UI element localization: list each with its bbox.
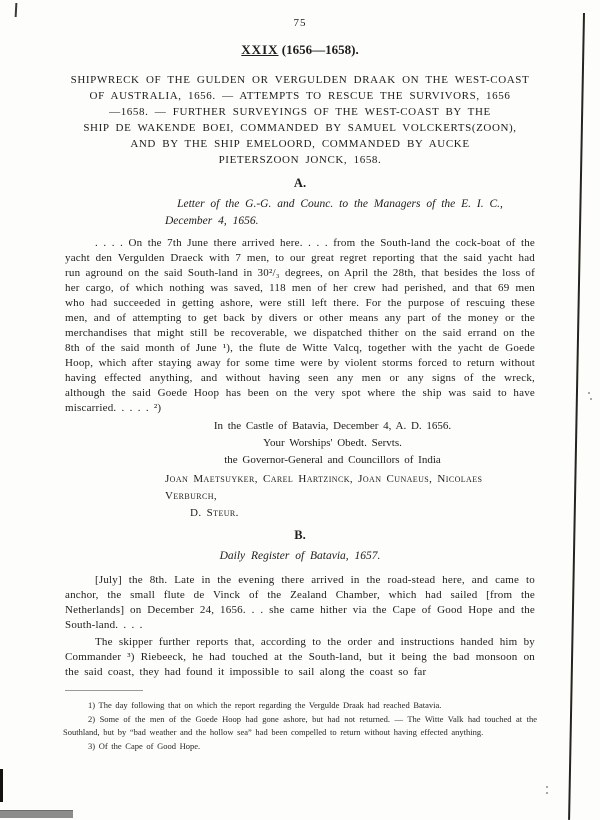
footnote-3: 3) Of the Cape of Good Hope. bbox=[88, 740, 201, 751]
letter-paragraph: . . . . On the 7th June there arrived here. . . . from the South-land the cock-boat of the yacht den Vergulden Draeck with 7 men, to our great regret reporting that the said yacht had run aground on the said South-land in 30²/₃ degrees, on April the 28th, that besides the loss of her cargo, of which nothing was saved, 118 men of her crew had perished, and that 69 men who had succeeded in getting ashore, were still left there. For the purpose of rescuing these men, and of attempting to get back by divers or other means any part of the money or the merchandises that might still be recoverable, we dispatched thither on the said errand on the 8th of the said month of June ¹), the flute de Witte Valcq, together with the yacht de Goede Hoop, which after staying away for some time were by violent storms forced to return without having effected anything, and without having seen any men or any signs of the wreck, although the said Goede Hoop has been on the very spot where the ship was said to have miscarried. . . . . ²) bbox=[65, 237, 535, 414]
letter-closing-place: In the Castle of Batavia, December 4, A. D. 1656. bbox=[213, 420, 452, 432]
section-b-subtitle: Daily Register of Batavia, 1657. bbox=[219, 550, 381, 562]
section-a-subtitle-line2: December 4, 1656. bbox=[165, 215, 259, 227]
section-a-subtitle bbox=[150, 196, 530, 230]
scan-artifact-bottom-gray-bar bbox=[0, 810, 73, 818]
letter-closing-salutation: Your Worships' Obedt. Servts. bbox=[263, 437, 402, 449]
footnote-2: 2) Some of the men of the Goede Hoop had gone ashore, but had not returned. — The Witte Valk had touched at the Southland, but by “bad weather and the hollow sea” had been compelled to return without having effected anything. bbox=[63, 713, 537, 737]
scan-speck bbox=[590, 398, 592, 400]
signature-names-line2: D. Steur. bbox=[190, 507, 239, 519]
section-a-label: A. bbox=[293, 176, 307, 190]
scan-speck bbox=[546, 792, 548, 794]
scan-speck bbox=[546, 786, 548, 788]
register-paragraph-2: The skipper further reports that, according to the order and instructions handed him by Commander ³) Riebeeck, he had touched at the South-land, but it being the bad monsoon on the said coast, they had found it impossible to sail along the coast so far bbox=[65, 636, 535, 678]
article-title-line: OF AUSTRALIA, 1656. — ATTEMPTS TO RESCUE THE SURVIVORS, 1656 bbox=[89, 90, 511, 102]
scan-artifact-bottom-left-edge bbox=[0, 769, 3, 802]
letter-signatures bbox=[65, 471, 535, 522]
article-title-line: —1658. — FURTHER SURVEYINGS OF THE WEST-COAST BY THE bbox=[109, 106, 491, 118]
section-a-subtitle-line1: Letter of the G.-G. and Counc. to the Managers of the E. I. C., bbox=[177, 198, 503, 210]
letter-closing-signatory-title: the Governor-General and Councillors of India bbox=[224, 454, 441, 466]
letter-closing bbox=[130, 418, 535, 469]
article-title-line: SHIPWRECK OF THE GULDEN OR VERGULDEN DRAAK ON THE WEST-COAST bbox=[70, 74, 530, 86]
article-title-line: SHIP DE WAKENDE BOEI, COMMANDED BY SAMUEL VOLCKERTS(ZOON), bbox=[83, 122, 517, 134]
article-title bbox=[60, 72, 540, 168]
footnotes bbox=[63, 699, 537, 753]
scan-speck bbox=[588, 392, 590, 394]
article-title-line: PIETERSZOON JONCK, 1658. bbox=[218, 154, 382, 166]
article-title-line: AND BY THE SHIP EMELOORD, COMMANDED BY AUCKE bbox=[130, 138, 470, 150]
chapter-heading bbox=[0, 42, 600, 58]
signature-names-line1: Joan Maetsuyker, Carel Hartzinck, Joan Cunaeus, Nicolaes Verburch, bbox=[165, 473, 483, 502]
register-paragraph-1: [July] the 8th. Late in the evening there arrived in the road-stead here, and came to anchor, the small flute de Vinck of the Zealand Chamber, which had sailed [from the Netherlands] on December 24, 1656. . . she came hither via the Cape of Good Hope and the South-land. . . . bbox=[65, 574, 535, 631]
footnote-separator bbox=[65, 690, 143, 691]
page-number: 75 bbox=[293, 17, 307, 29]
chapter-years: (1656—1658). bbox=[278, 42, 359, 57]
chapter-numeral: XXIX bbox=[241, 42, 279, 57]
section-b-label: B. bbox=[294, 528, 306, 542]
footnote-1: 1) The day following that on which the report regarding the Vergulde Draak had reached Batavia. bbox=[88, 700, 442, 710]
